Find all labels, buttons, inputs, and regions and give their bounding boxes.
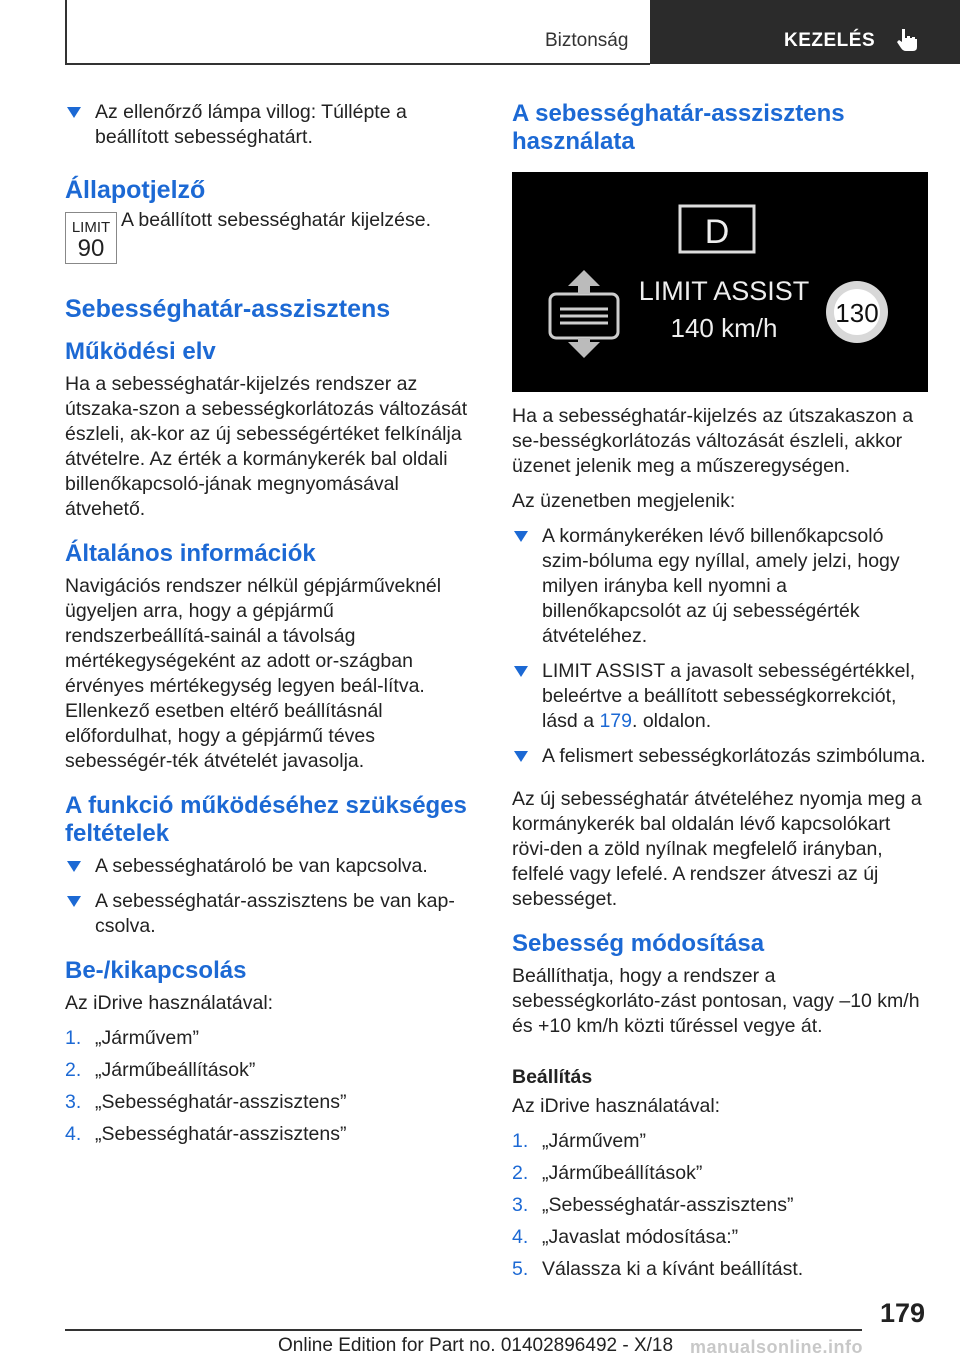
subheading-setting: Beállítás [512, 1066, 593, 1088]
section-heading-onoff: Be-/kikapcsolás [65, 957, 247, 984]
pointing-hand-icon [895, 27, 921, 53]
section-heading-general: Általános információk [65, 540, 316, 567]
arrow-up-icon [568, 270, 600, 294]
section-heading-requirements: A funkció működéséhez szükséges feltételek [65, 792, 467, 847]
arrow-down-icon [568, 338, 600, 358]
page-number: 179 [880, 1298, 926, 1328]
list-item: LIMIT ASSIST a javasolt sebességértékkel, beleértve a beállított sebességkorrekciót, lásd a 179. oldalon. [512, 659, 928, 734]
use-text: Ha a sebességhatár-kijelzés az útszakaszon a se-bességkorlátozás változását észleli, akkor üzenet jelenik meg a műszeregységen. [512, 405, 914, 477]
step-item: 3. „Sebességhatár-asszisztens” [65, 1091, 347, 1113]
message-intro: Az üzenetben megjelenik: [512, 490, 736, 512]
chapter-label: KEZELÉS [784, 30, 876, 51]
left-column [65, 100, 481, 1165]
principle-text: Ha a sebességhatár-kijelzés rendszer az útszaka-szon a sebességkorlátozás változását észleli, ak-kor az új sebességértéket felkínálja átvételre. Az érték a kormánykerék bal oldali billenőkapcsoló-jának megnyomásával átvehető. [65, 373, 468, 520]
step-item: 2. „Járműbeállítások” [65, 1059, 256, 1081]
list-item: A sebességhatároló be van kapcsolva. [65, 854, 481, 879]
modify-text: Beállíthatja, hogy a rendszer a sebességkorláto-zást pontosan, vagy –10 km/h és +10 km/h közti tűréssel vegye át. [512, 965, 920, 1037]
status-indicator-row [65, 209, 481, 264]
triangle-bullet-icon [67, 896, 81, 907]
step-item: 4. „Javaslat módosítása:” [512, 1226, 739, 1248]
limit-indicator-icon: LIMIT 90 [65, 212, 117, 264]
step-item: 5. Válassza ki a kívánt beállítást. [512, 1258, 804, 1280]
list-item: A felismert sebességkorlátozás szimbóluma. [512, 744, 928, 769]
footer-rule [65, 1329, 862, 1331]
header-divider-left [65, 0, 67, 64]
step-item: 2. „Járműbeállítások” [512, 1162, 703, 1184]
section-heading-modify: Sebesség módosítása [512, 930, 765, 957]
display-graphic [512, 172, 928, 392]
accept-text: Az új sebességhatár átvételéhez nyomja meg a kormánykerék bal oldalán lévő kapcsolókart rövi-den a zöld nyílnak megfelelő irányban, felfelé vagy lefelé. A rendszer átveszi az új sebességet. [512, 788, 922, 910]
requirements-list [65, 854, 481, 939]
page-reference-link[interactable]: 179 [599, 710, 632, 732]
section-heading-principle: Működési elv [65, 338, 216, 365]
warning-list [65, 100, 481, 150]
onoff-intro: Az iDrive használatával: [65, 992, 274, 1014]
step-item: 1. „Járművem” [512, 1130, 647, 1152]
page-title: Sebességhatár-asszisztens [65, 295, 391, 323]
list-item: Az ellenőrző lámpa villog: Túllépte a beállított sebességhatárt. [65, 100, 481, 150]
list-item: A kormánykeréken lévő billenőkapcsoló szim-bóluma egy nyíllal, amely jelzi, hogy milyen irányba kell nyomni a billenőkapcsolót az új sebességérték átvételéhez. [512, 524, 928, 649]
triangle-bullet-icon [514, 666, 528, 677]
rocker-switch-icon [550, 294, 618, 338]
triangle-bullet-icon [67, 107, 81, 118]
setting-intro: Az iDrive használatával: [512, 1095, 721, 1117]
instrument-cluster-display [512, 172, 928, 392]
step-item: 1. „Járművem” [65, 1027, 200, 1049]
header-chapter-tab[interactable] [650, 0, 960, 64]
limit-assist-label: LIMIT ASSIST [638, 276, 810, 306]
general-text: Navigációs rendszer nélkül gépjárműveknél ügyeljen arra, hogy a gépjármű rendszerbeállítá-sainál a távolság mértékegységeként az adott or-szágban érvényes mértékegység legyen beál-lítva. Ellenkező esetben eltérő beállításnál előfordulhat, hogy a gépjármű téves sebességér-ték átvételét javasolja. [65, 575, 442, 772]
right-column [512, 100, 928, 1300]
message-list [512, 524, 928, 769]
header-section-title: Biztonság [545, 30, 629, 51]
triangle-bullet-icon [514, 531, 528, 542]
status-description: A beállított sebességhatár kijelzése. [121, 209, 432, 231]
header-rule [65, 63, 650, 65]
edition-text: Online Edition for Part no. 01402896492 - X/18 [278, 1335, 674, 1356]
list-item: A sebességhatár-asszisztens be van kap-csolva. [65, 889, 481, 939]
step-item: 4. „Sebességhatár-asszisztens” [65, 1123, 347, 1145]
watermark-logo: manualsonline.info [690, 1337, 864, 1357]
section-heading-status: Állapotjelző [65, 176, 206, 204]
section-heading-use: A sebességhatár-asszisztens használata [512, 100, 845, 155]
triangle-bullet-icon [67, 861, 81, 872]
speed-sign-value: 130 [835, 298, 879, 328]
suggested-speed: 140 km/h [670, 313, 778, 343]
setting-steps [512, 1129, 928, 1282]
triangle-bullet-icon [514, 751, 528, 762]
gear-indicator: D [704, 213, 730, 251]
step-item: 3. „Sebességhatár-asszisztens” [512, 1194, 794, 1216]
onoff-steps [65, 1026, 481, 1147]
